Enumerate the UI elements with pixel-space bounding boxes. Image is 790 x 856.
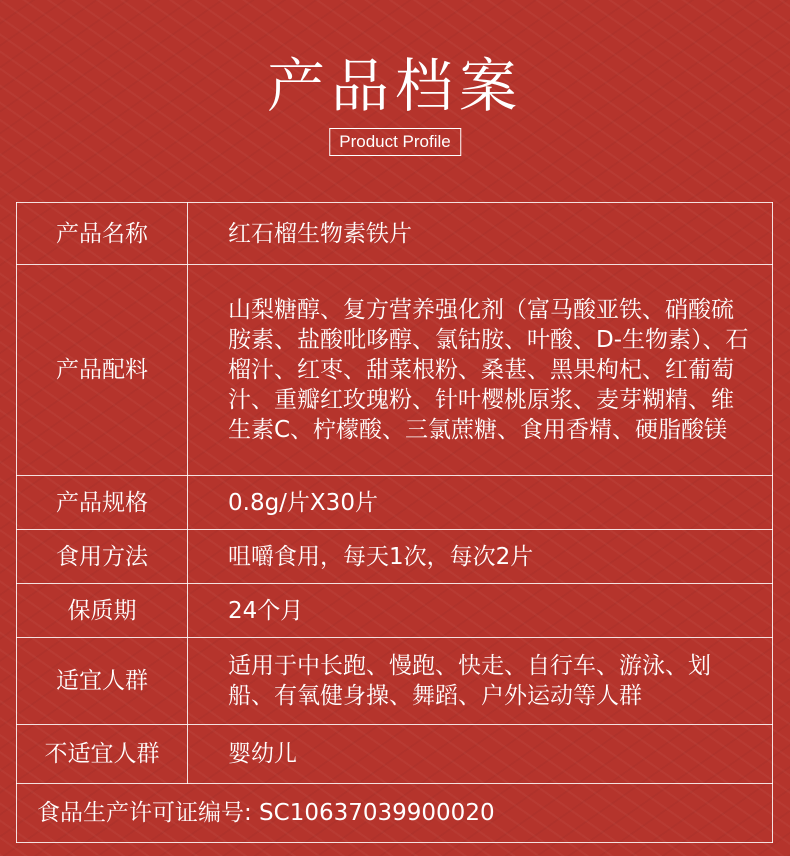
- table-row-ingredients: [17, 265, 773, 476]
- row-value: 山梨糖醇、复方营养强化剂（富马酸亚铁、硝酸硫胺素、盐酸吡哆醇、氯钴胺、叶酸、D-生物素）、石榴汁、红枣、甜菜根粉、桑葚、黑果枸杞、红葡萄汁、重瓣红玫瑰粉、针叶樱桃原浆、麦芽糊精、维生素C、柠檬酸、三氯蔗糖、食用香精、硬脂酸镁: [188, 265, 773, 476]
- row-label: 产品配料: [17, 265, 188, 476]
- row-value: 婴幼儿: [188, 725, 773, 784]
- page-subtitle: Product Profile: [329, 128, 461, 156]
- row-value: 24个月: [188, 584, 773, 638]
- table-row-name: [17, 203, 773, 265]
- table-row-spec: [17, 476, 773, 530]
- row-label: 产品规格: [17, 476, 188, 530]
- table-row-unsuitable: [17, 725, 773, 784]
- row-value: 咀嚼食用，每天1次，每次2片: [188, 530, 773, 584]
- row-value: 红石榴生物素铁片: [188, 203, 773, 265]
- product-profile-table: [16, 202, 773, 843]
- table-row-shelf-life: [17, 584, 773, 638]
- row-label: 适宜人群: [17, 638, 188, 725]
- license-text: 食品生产许可证编号: SC10637039900020: [17, 784, 773, 843]
- table-row-usage: [17, 530, 773, 584]
- table-row-suitable: [17, 638, 773, 725]
- table-row-license: [17, 784, 773, 843]
- row-label: 食用方法: [17, 530, 188, 584]
- row-value: 0.8g/片X30片: [188, 476, 773, 530]
- page-title: 产品档案: [266, 52, 523, 120]
- row-label: 保质期: [17, 584, 188, 638]
- row-label: 产品名称: [17, 203, 188, 265]
- row-value: 适用于中长跑、慢跑、快走、自行车、游泳、划船、有氧健身操、舞蹈、户外运动等人群: [188, 638, 773, 725]
- row-label: 不适宜人群: [17, 725, 188, 784]
